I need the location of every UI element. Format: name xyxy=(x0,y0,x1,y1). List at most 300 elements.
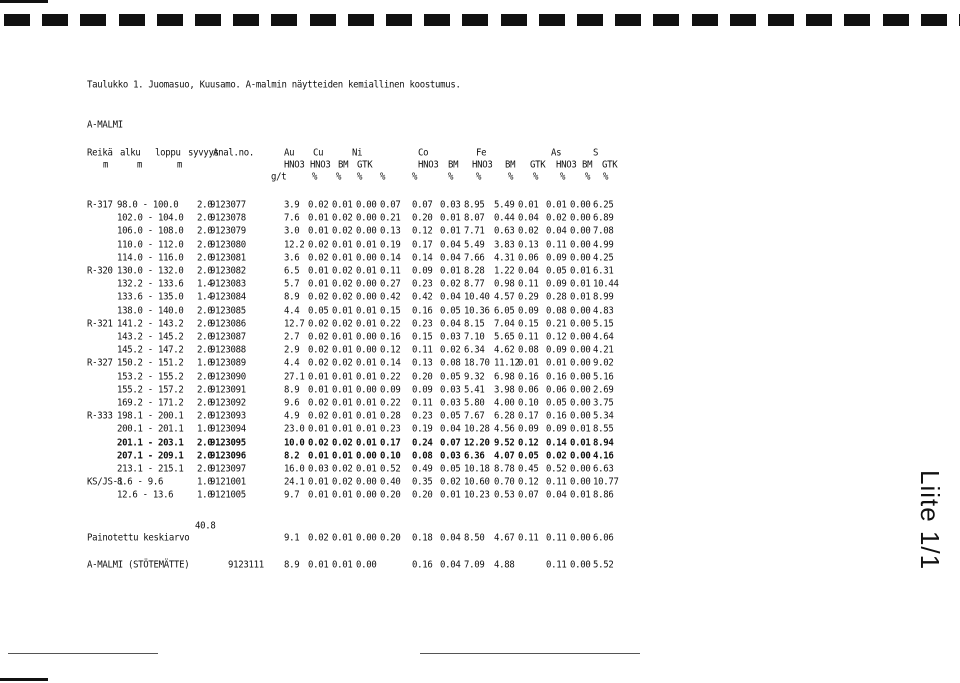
analysis-number: 9123089 xyxy=(210,358,246,370)
assay-value: 4.83 xyxy=(593,305,614,317)
column-subheader: GTK xyxy=(602,160,618,171)
assay-value: 0.01 xyxy=(332,411,353,422)
assay-value: 8.15 xyxy=(464,318,485,330)
assay-value: 0.10 xyxy=(518,398,539,409)
assay-value: 0.02 xyxy=(308,252,329,264)
assay-value: 5.16 xyxy=(593,371,614,383)
assay-value: 0.16 xyxy=(518,371,539,383)
column-header: Co xyxy=(418,148,429,159)
assay-value: 6.63 xyxy=(593,464,614,475)
column-unit: % xyxy=(533,172,539,183)
assay-value: 0.08 xyxy=(440,358,461,370)
assay-value: 0.01 xyxy=(440,490,461,502)
stope-value: 0.11 xyxy=(546,560,567,571)
column-unit: % xyxy=(336,172,342,183)
assay-value: 0.02 xyxy=(308,292,329,304)
assay-value: 0.02 xyxy=(308,437,329,449)
assay-value: 0.20 xyxy=(412,490,433,502)
assay-value: 0.20 xyxy=(412,371,433,383)
border-dash xyxy=(806,14,832,26)
column-unit: % xyxy=(357,172,363,183)
assay-value: 0.02 xyxy=(308,345,329,356)
assay-value: 0.01 xyxy=(356,411,377,422)
assay-value: 0.04 xyxy=(518,213,539,224)
analysis-number: 9123084 xyxy=(210,292,246,304)
analysis-number: 9123097 xyxy=(210,464,246,475)
assay-value: 0.03 xyxy=(440,332,461,343)
sample-length: 1.4 xyxy=(197,279,213,290)
sample-length: 2.0 xyxy=(197,371,213,383)
sample-length: 2.0 xyxy=(197,200,213,211)
drill-hole-id: R-320 xyxy=(87,266,113,277)
border-dash xyxy=(883,14,909,26)
assay-value: 0.14 xyxy=(546,437,567,449)
depth-range: 138.0 - 140.0 xyxy=(117,305,184,317)
drill-hole-id: R-321 xyxy=(87,318,113,330)
assay-value: 18.70 xyxy=(464,358,490,370)
column-header: alku xyxy=(120,148,141,159)
assay-value: 0.00 xyxy=(356,252,377,264)
assay-value: 7.6 xyxy=(284,213,300,224)
assay-value: 0.52 xyxy=(546,464,567,475)
assay-value: 0.05 xyxy=(546,266,567,277)
assay-value: 10.36 xyxy=(464,305,490,317)
assay-value: 0.01 xyxy=(356,464,377,475)
weighted-average-value: 0.02 xyxy=(308,533,329,544)
assay-value: 4.62 xyxy=(494,345,515,356)
assay-value: 4.31 xyxy=(494,252,515,264)
assay-value: 7.04 xyxy=(494,318,515,330)
assay-value: 0.01 xyxy=(546,358,567,370)
assay-value: 0.00 xyxy=(356,477,377,488)
column-header: Anal.no. xyxy=(213,148,254,159)
stope-value: 5.52 xyxy=(593,560,614,571)
assay-value: 3.6 xyxy=(284,252,300,264)
assay-value: 0.02 xyxy=(332,318,353,330)
assay-value: 0.01 xyxy=(308,477,329,488)
assay-value: 0.01 xyxy=(570,266,591,277)
weighted-average-value: 0.11 xyxy=(546,533,567,544)
assay-value: 0.29 xyxy=(518,292,539,304)
assay-value: 0.11 xyxy=(518,279,539,290)
depth-range: 110.0 - 112.0 xyxy=(117,239,184,251)
column-unit: % xyxy=(380,172,386,183)
assay-value: 0.01 xyxy=(308,226,329,238)
assay-value: 5.80 xyxy=(464,398,485,409)
assay-value: 0.00 xyxy=(356,384,377,396)
assay-value: 0.52 xyxy=(380,464,401,475)
assay-value: 0.08 xyxy=(518,345,539,356)
column-unit: % xyxy=(603,172,609,183)
sample-length: 2.0 xyxy=(197,252,213,264)
column-unit: % xyxy=(412,172,418,183)
analysis-number: 9123078 xyxy=(210,213,246,224)
sample-length: 2.0 xyxy=(197,213,213,224)
assay-value: 0.01 xyxy=(356,305,377,317)
assay-value: 2.69 xyxy=(593,384,614,396)
assay-value: 0.01 xyxy=(546,200,567,211)
assay-value: 12.20 xyxy=(464,437,490,449)
depth-range: 12.6 - 13.6 xyxy=(117,490,174,502)
assay-value: 0.23 xyxy=(412,318,433,330)
sample-length: 2.0 xyxy=(197,239,213,251)
assay-value: 0.02 xyxy=(308,358,329,370)
assay-value: 0.00 xyxy=(570,305,591,317)
border-dash xyxy=(80,14,106,26)
bottom-corner-rule xyxy=(0,678,48,681)
column-subheader: HNO3 xyxy=(284,160,305,171)
assay-value: 0.70 xyxy=(494,477,515,488)
assay-value: 0.01 xyxy=(356,398,377,409)
drill-hole-id: R-317 xyxy=(87,200,113,211)
column-subheader: HNO3 xyxy=(472,160,493,171)
column-subheader: BM xyxy=(582,160,593,171)
depth-range: 150.2 - 151.2 xyxy=(117,358,184,370)
assay-value: 23.0 xyxy=(284,424,305,436)
assay-value: 0.00 xyxy=(570,332,591,343)
column-subheader: HNO3 xyxy=(556,160,577,171)
assay-value: 0.00 xyxy=(570,200,591,211)
assay-value: 27.1 xyxy=(284,371,305,383)
assay-value: 0.01 xyxy=(332,450,353,462)
assay-value: 0.00 xyxy=(570,450,591,462)
sample-length: 1.0 xyxy=(197,424,213,436)
assay-value: 2.7 xyxy=(284,332,300,343)
column-header: Cu xyxy=(313,148,324,159)
assay-value: 0.01 xyxy=(332,371,353,383)
border-dash xyxy=(119,14,145,26)
analysis-number: 9123083 xyxy=(210,279,246,290)
column-header: Ni xyxy=(352,148,363,159)
assay-value: 0.14 xyxy=(380,252,401,264)
depth-range: 114.0 - 116.0 xyxy=(117,252,184,264)
assay-value: 0.01 xyxy=(570,490,591,502)
assay-value: 5.65 xyxy=(494,332,515,343)
assay-value: 0.07 xyxy=(518,490,539,502)
assay-value: 6.34 xyxy=(464,345,485,356)
border-dash xyxy=(233,14,259,26)
assay-value: 0.63 xyxy=(494,226,515,238)
assay-value: 0.04 xyxy=(440,239,461,251)
assay-value: 0.00 xyxy=(570,411,591,422)
assay-value: 4.00 xyxy=(494,398,515,409)
weighted-average-value: 0.04 xyxy=(440,533,461,544)
column-unit: % xyxy=(585,172,591,183)
assay-value: 0.05 xyxy=(440,464,461,475)
assay-value: 12.7 xyxy=(284,318,305,330)
assay-value: 0.08 xyxy=(546,305,567,317)
border-dash xyxy=(157,14,183,26)
document-title: Taulukko 1. Juomasuo, Kuusamo. A-malmin näytteiden kemiallinen koostumus. xyxy=(87,80,461,91)
section-heading: A-MALMI xyxy=(87,120,123,131)
border-dash xyxy=(577,14,603,26)
assay-value: 3.9 xyxy=(284,200,300,211)
column-header: Au xyxy=(284,148,295,159)
border-dash xyxy=(271,14,297,26)
assay-value: 8.28 xyxy=(464,266,485,277)
sample-length: 2.0 xyxy=(197,384,213,396)
assay-value: 0.00 xyxy=(356,332,377,343)
assay-value: 0.01 xyxy=(518,200,539,211)
border-dash xyxy=(424,14,450,26)
assay-value: 0.01 xyxy=(332,398,353,409)
assay-value: 10.18 xyxy=(464,464,490,475)
appendix-label: Liite 1/1 xyxy=(915,470,945,571)
footer-rule-right xyxy=(420,653,640,654)
depth-range: 155.2 - 157.2 xyxy=(117,384,184,396)
assay-value: 0.09 xyxy=(518,424,539,436)
weighted-average-value: 0.00 xyxy=(356,533,377,544)
assay-value: 0.07 xyxy=(440,437,461,449)
assay-value: 4.64 xyxy=(593,332,614,343)
assay-value: 5.49 xyxy=(464,239,485,251)
stope-value: 4.88 xyxy=(494,560,515,571)
assay-value: 0.01 xyxy=(332,305,353,317)
assay-value: 0.09 xyxy=(546,424,567,436)
assay-value: 0.10 xyxy=(380,450,401,462)
column-unit: % xyxy=(560,172,566,183)
stope-value: 0.16 xyxy=(412,560,433,571)
assay-value: 0.17 xyxy=(518,411,539,422)
assay-value: 0.04 xyxy=(518,266,539,277)
assay-value: 0.05 xyxy=(440,371,461,383)
sample-length: 1.0 xyxy=(197,358,213,370)
assay-value: 8.77 xyxy=(464,279,485,290)
assay-value: 10.0 xyxy=(284,437,305,449)
assay-value: 0.22 xyxy=(380,398,401,409)
assay-value: 0.07 xyxy=(380,200,401,211)
assay-value: 24.1 xyxy=(284,477,305,488)
analysis-number: 9123077 xyxy=(210,200,246,211)
assay-value: 0.02 xyxy=(332,358,353,370)
sample-length: 2.0 xyxy=(197,305,213,317)
border-dash xyxy=(653,14,679,26)
assay-value: 0.01 xyxy=(332,239,353,251)
assay-value: 0.00 xyxy=(570,318,591,330)
column-unit: % xyxy=(476,172,482,183)
assay-value: 3.0 xyxy=(284,226,300,238)
assay-value: 0.23 xyxy=(380,424,401,436)
column-subheader: m xyxy=(103,160,109,171)
sample-length: 2.0 xyxy=(197,345,213,356)
depth-range: 143.2 - 145.2 xyxy=(117,332,184,343)
border-dash xyxy=(844,14,870,26)
assay-value: 8.07 xyxy=(464,213,485,224)
assay-value: 0.44 xyxy=(494,213,515,224)
column-subheader: BM xyxy=(448,160,459,171)
assay-value: 0.11 xyxy=(546,477,567,488)
assay-value: 6.36 xyxy=(464,450,485,462)
assay-value: 0.02 xyxy=(332,477,353,488)
assay-value: 0.00 xyxy=(570,371,591,383)
assay-value: 0.35 xyxy=(412,477,433,488)
assay-value: 8.78 xyxy=(494,464,515,475)
assay-value: 0.23 xyxy=(412,279,433,290)
assay-value: 0.09 xyxy=(518,305,539,317)
assay-value: 0.15 xyxy=(518,318,539,330)
stope-analysis-number: 9123111 xyxy=(228,560,264,571)
assay-value: 0.19 xyxy=(412,424,433,436)
column-header: loppu xyxy=(155,148,181,159)
column-header: S xyxy=(593,148,599,159)
assay-value: 8.94 xyxy=(593,437,614,449)
assay-value: 9.32 xyxy=(464,371,485,383)
weighted-average-label: Painotettu keskiarvo xyxy=(87,533,190,544)
analysis-number: 9123096 xyxy=(210,450,246,462)
weighted-average-value: 4.67 xyxy=(494,533,515,544)
assay-value: 0.02 xyxy=(308,200,329,211)
depth-range: 198.1 - 200.1 xyxy=(117,411,184,422)
assay-value: 0.09 xyxy=(546,252,567,264)
assay-value: 9.7 xyxy=(284,490,300,502)
assay-value: 0.00 xyxy=(570,252,591,264)
assay-value: 7.08 xyxy=(593,226,614,238)
assay-value: 0.02 xyxy=(332,266,353,277)
assay-value: 0.00 xyxy=(570,358,591,370)
drill-hole-id: KS/JS-1 xyxy=(87,477,123,488)
depth-range: 145.2 - 147.2 xyxy=(117,345,184,356)
assay-value: 8.95 xyxy=(464,200,485,211)
assay-value: 0.00 xyxy=(570,213,591,224)
assay-value: 0.14 xyxy=(412,252,433,264)
assay-value: 6.05 xyxy=(494,305,515,317)
sample-length: 1.0 xyxy=(197,490,213,502)
border-dash xyxy=(386,14,412,26)
assay-value: 10.28 xyxy=(464,424,490,436)
assay-value: 0.24 xyxy=(412,437,433,449)
column-subheader: GTK xyxy=(530,160,546,171)
assay-value: 0.02 xyxy=(308,398,329,409)
assay-value: 0.04 xyxy=(440,318,461,330)
assay-value: 8.2 xyxy=(284,450,300,462)
assay-value: 0.02 xyxy=(332,464,353,475)
assay-value: 0.02 xyxy=(308,411,329,422)
border-dash xyxy=(348,14,374,26)
assay-value: 0.00 xyxy=(356,292,377,304)
analysis-number: 9123088 xyxy=(210,345,246,356)
assay-value: 0.03 xyxy=(440,200,461,211)
assay-value: 0.49 xyxy=(412,464,433,475)
assay-value: 6.98 xyxy=(494,371,515,383)
assay-value: 0.01 xyxy=(332,345,353,356)
assay-value: 0.03 xyxy=(440,398,461,409)
assay-value: 0.12 xyxy=(518,477,539,488)
stope-value: 0.00 xyxy=(356,560,377,571)
assay-value: 0.02 xyxy=(440,279,461,290)
assay-value: 0.00 xyxy=(570,239,591,251)
assay-value: 3.83 xyxy=(494,239,515,251)
assay-value: 0.00 xyxy=(570,345,591,356)
assay-value: 0.11 xyxy=(518,332,539,343)
border-dash xyxy=(539,14,565,26)
assay-value: 8.86 xyxy=(593,490,614,502)
assay-value: 7.71 xyxy=(464,226,485,238)
assay-value: 0.00 xyxy=(570,477,591,488)
assay-value: 0.00 xyxy=(356,213,377,224)
sample-length: 1.4 xyxy=(197,292,213,304)
assay-value: 0.09 xyxy=(546,279,567,290)
border-dash xyxy=(692,14,718,26)
assay-value: 4.57 xyxy=(494,292,515,304)
border-dash xyxy=(4,14,30,26)
assay-value: 10.77 xyxy=(593,477,619,488)
assay-value: 0.02 xyxy=(308,332,329,343)
assay-value: 0.15 xyxy=(380,305,401,317)
assay-value: 8.55 xyxy=(593,424,614,436)
assay-value: 0.11 xyxy=(412,345,433,356)
assay-value: 0.11 xyxy=(380,266,401,277)
assay-value: 0.02 xyxy=(546,450,567,462)
assay-value: 4.4 xyxy=(284,305,300,317)
assay-value: 0.12 xyxy=(518,437,539,449)
assay-value: 0.02 xyxy=(332,437,353,449)
assay-value: 0.02 xyxy=(546,213,567,224)
fax-border-dashes xyxy=(0,14,960,28)
assay-value: 0.00 xyxy=(570,384,591,396)
assay-value: 0.09 xyxy=(412,266,433,277)
assay-value: 0.00 xyxy=(356,490,377,502)
drill-hole-id: R-327 xyxy=(87,358,113,370)
assay-value: 0.09 xyxy=(380,384,401,396)
assay-value: 7.67 xyxy=(464,411,485,422)
analysis-number: 9123082 xyxy=(210,266,246,277)
analysis-number: 9123081 xyxy=(210,252,246,264)
assay-value: 0.02 xyxy=(440,345,461,356)
depth-range: 130.0 - 132.0 xyxy=(117,266,184,277)
depth-range: 8.6 - 9.6 xyxy=(117,477,164,488)
assay-value: 0.16 xyxy=(546,411,567,422)
assay-value: 0.01 xyxy=(570,424,591,436)
assay-value: 0.01 xyxy=(332,490,353,502)
weighted-average-value: 0.01 xyxy=(332,533,353,544)
analysis-number: 9123085 xyxy=(210,305,246,317)
assay-value: 0.08 xyxy=(412,450,433,462)
sample-length: 2.0 xyxy=(197,437,213,449)
column-subheader: HNO3 xyxy=(418,160,439,171)
assay-value: 0.01 xyxy=(518,358,539,370)
assay-value: 0.53 xyxy=(494,490,515,502)
assay-value: 0.09 xyxy=(412,384,433,396)
assay-value: 0.01 xyxy=(308,279,329,290)
assay-value: 10.60 xyxy=(464,477,490,488)
depth-range: 106.0 - 108.0 xyxy=(117,226,184,238)
assay-value: 0.13 xyxy=(412,358,433,370)
assay-value: 0.01 xyxy=(308,490,329,502)
assay-value: 0.04 xyxy=(440,424,461,436)
weighted-average-value: 6.06 xyxy=(593,533,614,544)
column-subheader: BM xyxy=(338,160,349,171)
border-dash xyxy=(310,14,336,26)
assay-value: 0.01 xyxy=(356,266,377,277)
border-dash xyxy=(462,14,488,26)
weighted-average-value: 9.1 xyxy=(284,533,300,544)
assay-value: 0.09 xyxy=(546,345,567,356)
analysis-number: 9121001 xyxy=(210,477,246,488)
weighted-average-value: 0.18 xyxy=(412,533,433,544)
analysis-number: 9123091 xyxy=(210,384,246,396)
border-dash xyxy=(768,14,794,26)
weighted-average-value: 8.50 xyxy=(464,533,485,544)
assay-value: 0.01 xyxy=(308,424,329,436)
assay-value: 0.01 xyxy=(308,384,329,396)
assay-value: 6.5 xyxy=(284,266,300,277)
assay-value: 0.28 xyxy=(546,292,567,304)
assay-value: 0.01 xyxy=(332,200,353,211)
assay-value: 0.00 xyxy=(356,200,377,211)
stope-value: 8.9 xyxy=(284,560,300,571)
assay-value: 0.13 xyxy=(518,239,539,251)
assay-value: 0.12 xyxy=(546,332,567,343)
